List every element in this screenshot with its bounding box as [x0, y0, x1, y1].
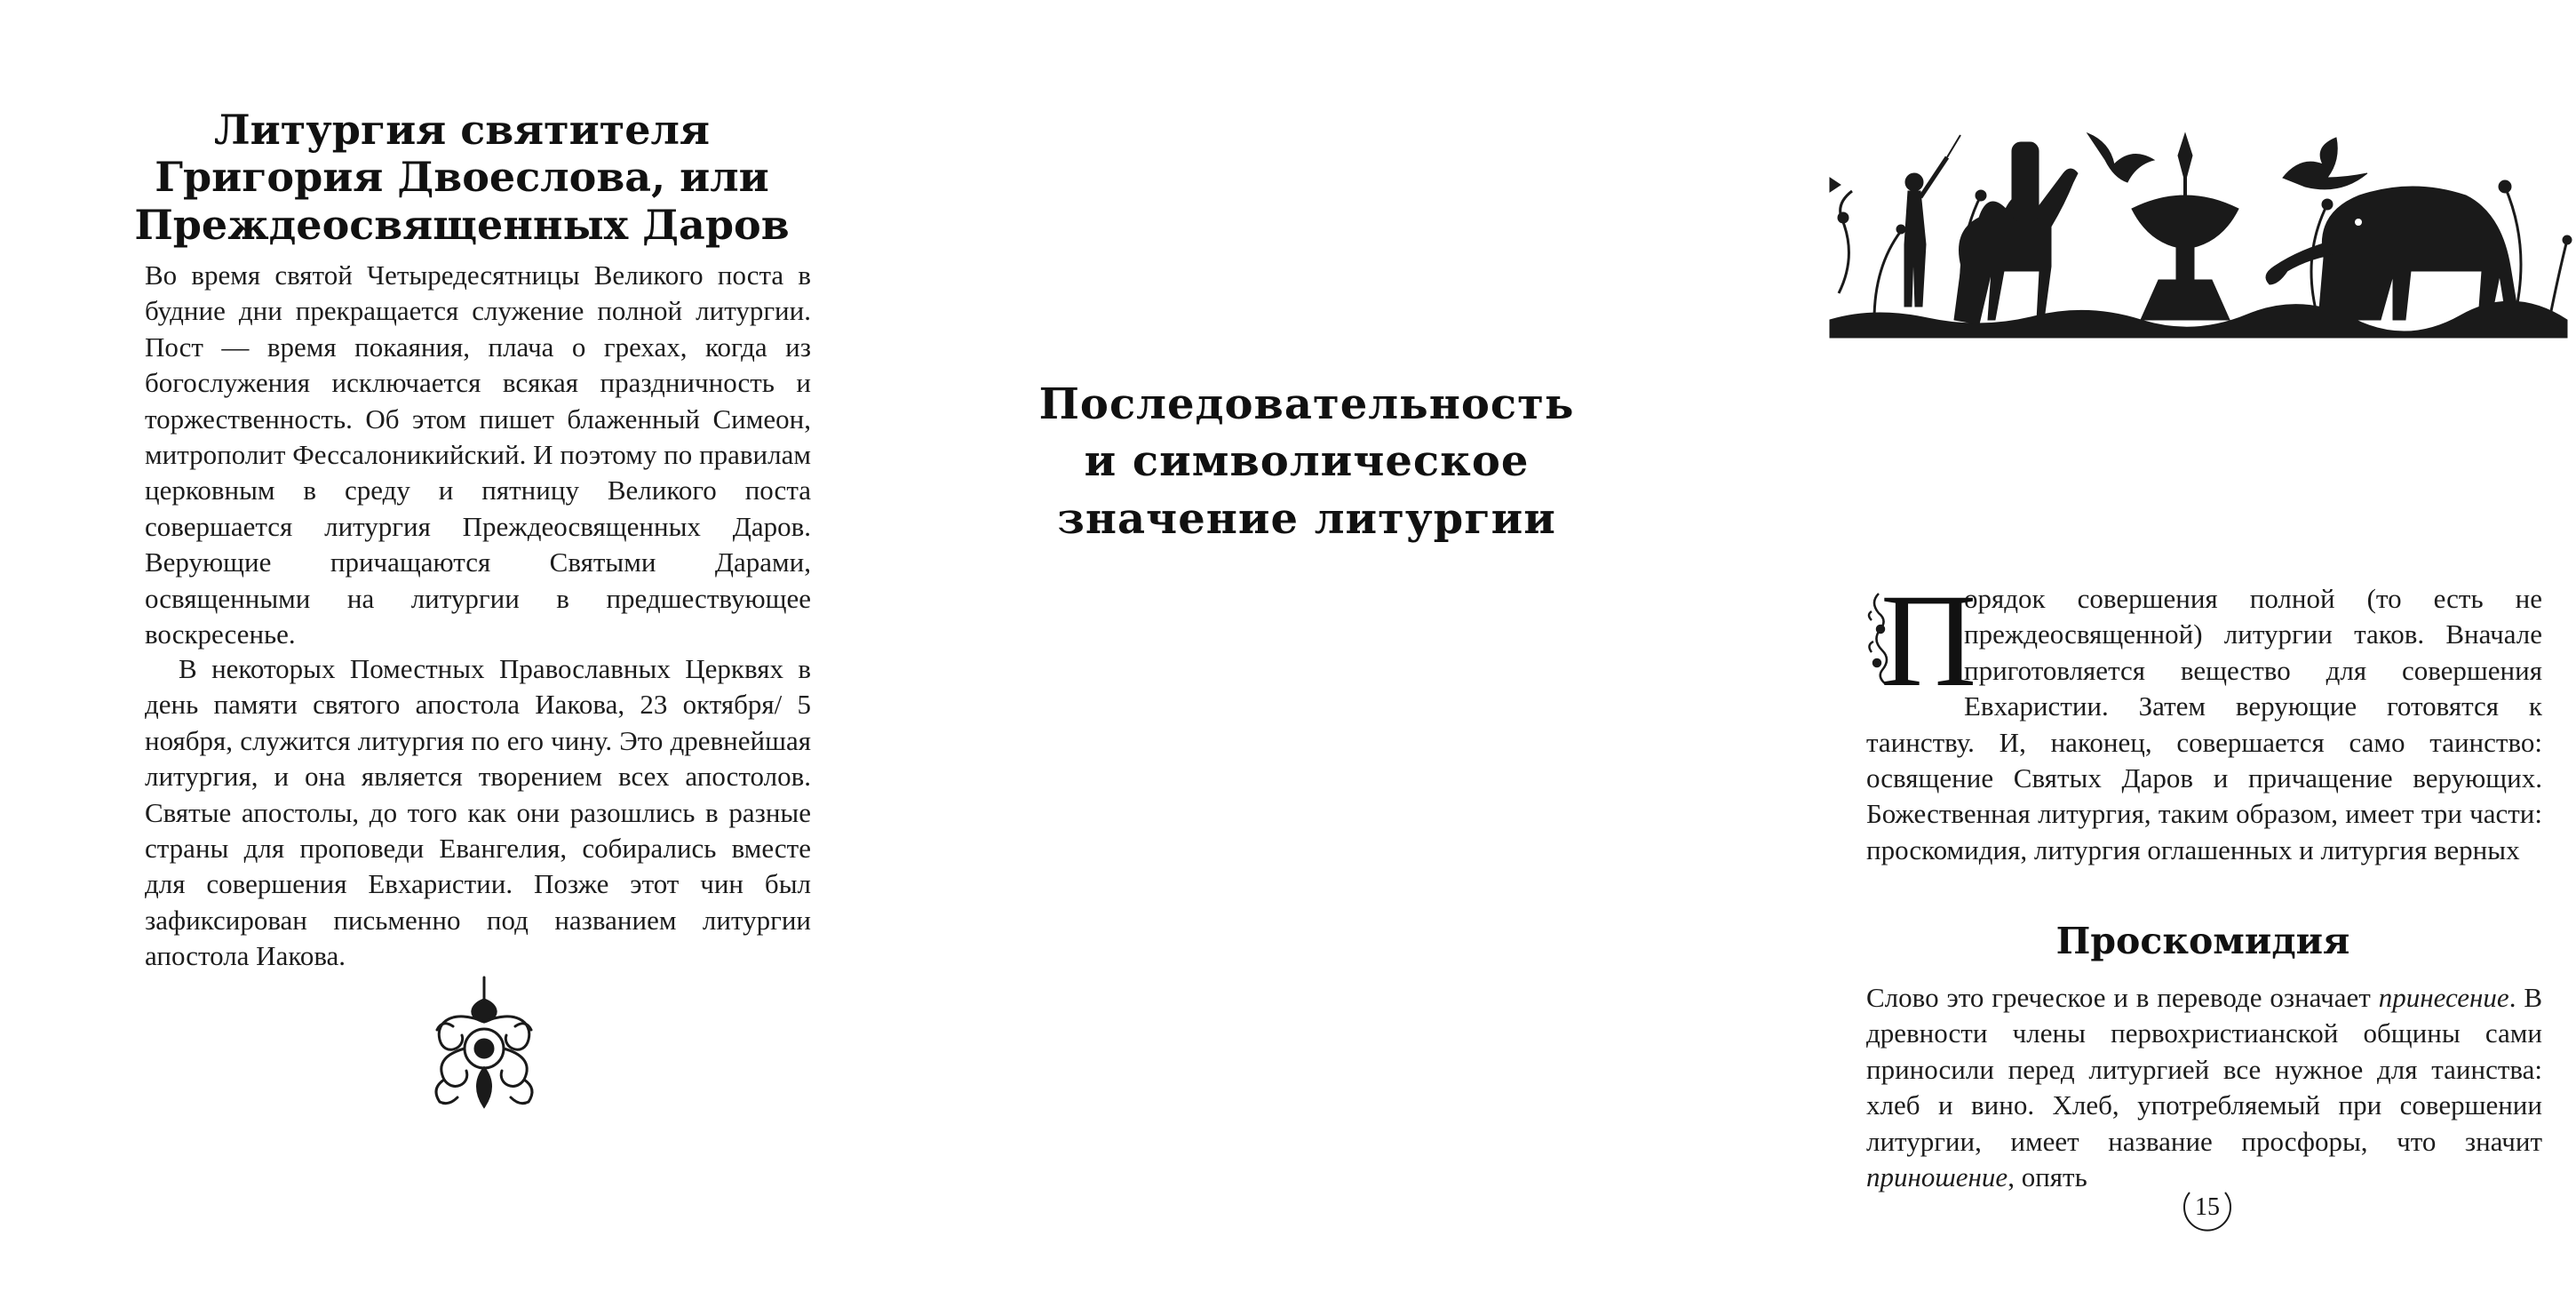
drop-cap — [1866, 567, 1977, 714]
left-title-line-3: Преждеосвященных Даров — [134, 200, 790, 249]
page-number-badge — [2181, 1182, 2234, 1235]
proskomidia-paragraph — [1866, 980, 2542, 1195]
left-title-line-2: Григория Двоеслова, или — [155, 153, 769, 202]
floral-vignette-icon — [417, 973, 551, 1115]
intro-paragraph — [1866, 567, 2542, 868]
italic-term-prinoshenie: приношение — [1866, 1161, 2008, 1193]
right-page — [888, 0, 2542, 1292]
proskomidia-text-1: Слово это греческое и в переводе означает — [1866, 982, 2379, 1013]
intro-text: орядок совершения полной (то есть не преждеосвященной) литургии таков. Вначале приготовляется вещество для совершения Евхаристии. Затем верующие готовятся к таинству. И, наконец, совершается само таинство: освящение Святых Даров и причащение верующих. Божественная литургия, таким образом, имеет три части: проскомидия, литургия оглашенных и литургия верных — [1866, 583, 2542, 865]
left-paragraph-1: Во время святой Четыредесятницы Великого поста в будние дни прекращается служение полной литургии. Пост — время покаяния, плача о грехах, когда из богослужения исключается всякая праздничность и торжественность. Об этом пишет блаженный Симеон, митрополит Фессалоникийский. И поэтому по правилам церковным в среду и пятницу Великого поста совершается литургия Преждеосвященных Даров. Верующие причащаются Святыми Дарами, освященными на литургии в предшествующее воскресенье. — [145, 259, 811, 650]
right-title-line-2: и символическое — [1084, 436, 1530, 487]
section-title-proskomidia: Проскомидия — [2055, 920, 2350, 962]
animals-frieze-icon — [1821, 116, 2576, 347]
proskomidia-text-3: , опять — [2008, 1161, 2087, 1193]
right-title-line-1: Последовательность — [1038, 379, 1575, 429]
left-chapter-title — [133, 107, 791, 249]
left-paragraph-2: В некоторых Поместных Православных Церквях в день памяти святого апостола Иакова, 23 октября/ 5 ноября, служится литургия по его чину. Это древнейшая литургия, и она является творением всех апостолов. Святые апостолы, до того как они разошлись в разные страны для проповеди Евангелия, собирались вместе для совершения Евхаристии. Позже этот чин был зафиксирован письменно под названием литургии апостола Иакова. — [145, 653, 811, 972]
proskomidia-text-2: . В древности члены первохристианской общины сами приносили перед литургией все нужное для таинства: хлеб и вино. Хлеб, употребляемый при совершении литургии, имеет название просфоры, что значит — [1866, 982, 2542, 1157]
right-title-line-3: значение литургии — [1057, 493, 1556, 544]
left-title-line-1: Литургия святителя — [214, 106, 710, 154]
italic-term-prinesenie: принесение — [2378, 982, 2509, 1013]
drop-cap-letter: П — [1880, 567, 1977, 714]
right-chapter-title — [1000, 376, 1613, 547]
page-number: 15 — [2195, 1193, 2220, 1221]
left-page — [0, 0, 888, 1292]
